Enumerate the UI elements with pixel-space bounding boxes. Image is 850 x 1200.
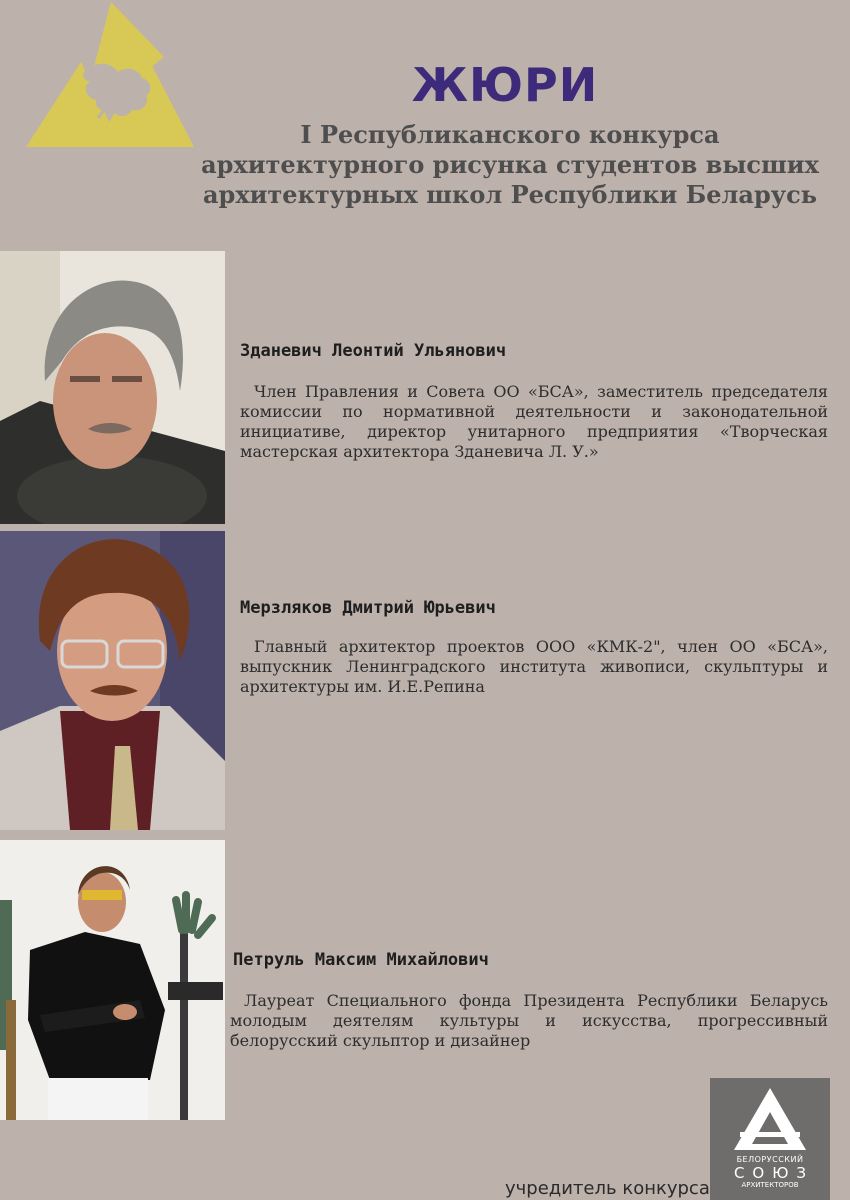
jury-name: Зданевич Леонтий Ульянович: [240, 341, 507, 361]
union-logo-line: АРХИТЕКТОРОВ: [741, 1181, 799, 1189]
subtitle-line: I Республиканского конкурса: [300, 120, 720, 149]
jury-photo-petrul: [0, 840, 225, 1120]
triangle-a-logo-icon: [710, 1078, 830, 1158]
jury-name: Петруль Максим Михайлович: [233, 950, 489, 970]
subtitle-line: архитектурных школ Республики Беларусь: [202, 180, 817, 209]
subtitle-line: архитектурного рисунка студентов высших: [201, 150, 819, 179]
jury-bio: Член Правления и Совета ОО «БСА», заместитель председателя комиссии по нормативной деятельности и законодательной инициативе, директор унитарного предприятия «Творческая мастерская архитектора Зданевича Л. У.»: [240, 382, 828, 461]
union-logo-line: БЕЛОРУССКИЙ: [736, 1155, 804, 1164]
jury-bio: Лауреат Специального фонда Президента Республики Беларусь молодым деятелям культуры и искусства, прогрессивный белорусский скульптор и дизайнер: [230, 991, 828, 1050]
union-logo-line: СОЮЗ: [733, 1164, 815, 1182]
jury-name: Мерзляков Дмитрий Юрьевич: [240, 598, 496, 618]
jury-photo-merzlyakov: [0, 531, 225, 830]
contest-subtitle: [165, 120, 850, 210]
union-of-architects-logo: [710, 1078, 830, 1200]
jury-bio: Главный архитектор проектов ООО «КМК-2", член ОО «БСА», выпускник Ленинградского института живописи, скульптуры и архитектуры им. И.Е.Репина: [240, 637, 828, 696]
jury-photo-zdanevich: [0, 251, 225, 524]
page-title: ЖЮРИ: [411, 58, 599, 112]
founder-label: учредитель конкурса: [505, 1178, 710, 1199]
